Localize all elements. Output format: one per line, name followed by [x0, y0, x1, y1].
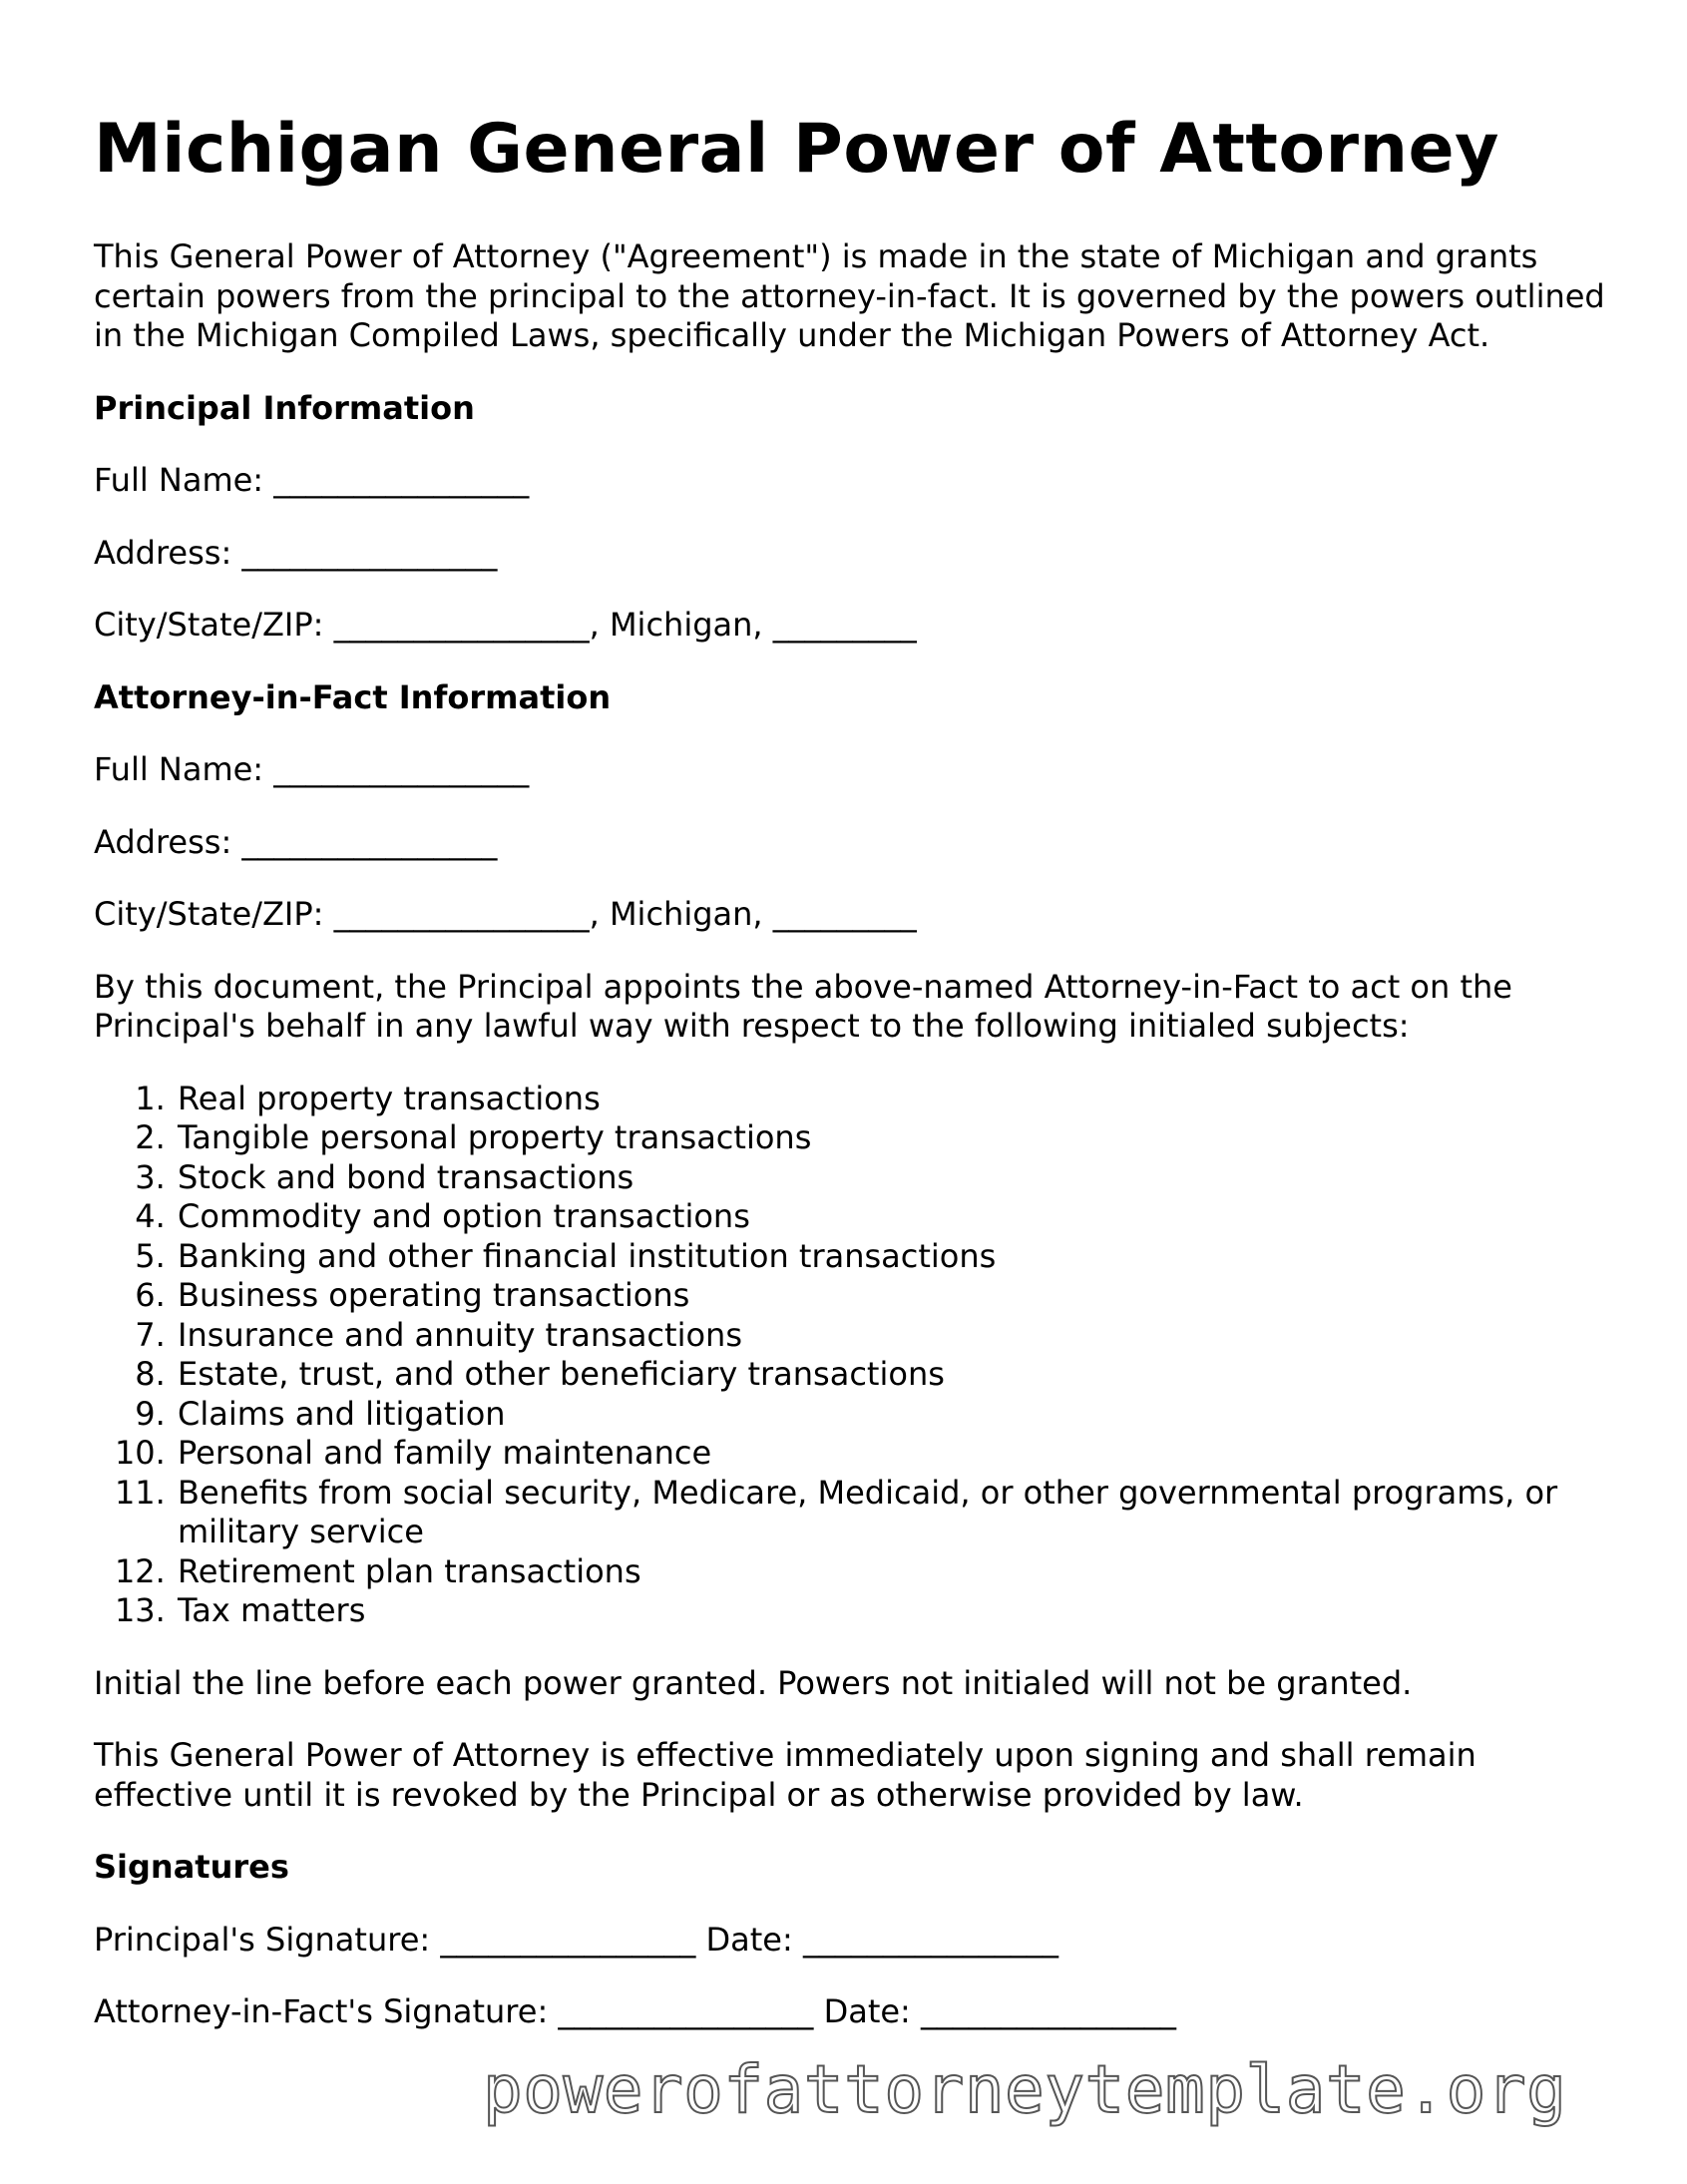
attorney-signature-line[interactable]: Attorney-in-Fact's Signature: ________________ Date: ________________ — [94, 1992, 1176, 2030]
document-title: Michigan General Power of Attorney — [94, 110, 1499, 189]
attorney-city-state-zip-field[interactable]: City/State/ZIP: ________________, Michigan, _________ — [94, 895, 917, 933]
document-page — [94, 108, 1610, 2065]
principal-signature-line[interactable]: Principal's Signature: ________________ Date: ________________ — [94, 1920, 1058, 1959]
effective-note: This General Power of Attorney is effective immediately upon signing and shall remain effective until it is revoked by the Principal or as otherwise provided by law. — [94, 1736, 1476, 1814]
attorney-full-name-field[interactable]: Full Name: ________________ — [94, 750, 530, 788]
list-item: 10. Personal and family maintenance — [176, 1434, 1610, 1474]
principal-address-field[interactable]: Address: ________________ — [94, 533, 498, 572]
site-watermark: powerofattorneytemplate.org — [483, 2051, 1567, 2128]
list-item: 5. Banking and other financial institution transactions — [176, 1237, 1610, 1277]
list-item: 7. Insurance and annuity transactions — [176, 1316, 1610, 1356]
initial-note: Initial the line before each power granted. Powers not initialed will not be granted. — [94, 1663, 1413, 1702]
list-item: 12. Retirement plan transactions — [176, 1552, 1610, 1592]
list-item: 13. Tax matters — [176, 1591, 1610, 1631]
principal-heading: Principal Information — [94, 388, 475, 427]
principal-full-name-field[interactable]: Full Name: ________________ — [94, 461, 530, 499]
list-item: 2. Tangible personal property transactions — [176, 1118, 1610, 1158]
powers-list — [94, 1080, 1610, 1631]
signatures-heading: Signatures — [94, 1848, 289, 1886]
list-item: 6. Business operating transactions — [176, 1276, 1610, 1316]
list-item: 11. Benefits from social security, Medicare, Medicaid, or other governmental programs, or military service — [176, 1474, 1610, 1552]
intro-paragraph: This General Power of Attorney ("Agreement") is made in the state of Michigan and grants certain powers from the principal to the attorney-in-fact. It is governed by the powers outlined in the Michigan Compiled Laws, specifically under the Michigan Powers of Attorney Act. — [94, 237, 1605, 354]
principal-city-state-zip-field[interactable]: City/State/ZIP: ________________, Michigan, _________ — [94, 606, 917, 644]
list-item: 4. Commodity and option transactions — [176, 1197, 1610, 1237]
attorney-address-field[interactable]: Address: ________________ — [94, 822, 498, 861]
list-item: 8. Estate, trust, and other beneficiary transactions — [176, 1355, 1610, 1395]
list-item: 3. Stock and bond transactions — [176, 1158, 1610, 1198]
list-item: 9. Claims and litigation — [176, 1395, 1610, 1435]
attorney-heading: Attorney-in-Fact Information — [94, 677, 612, 716]
appointment-paragraph: By this document, the Principal appoints the above-named Attorney-in-Fact to act on the Principal's behalf in any lawful way with respect to the following initialed subjects: — [94, 967, 1512, 1045]
list-item: 1. Real property transactions — [176, 1080, 1610, 1119]
